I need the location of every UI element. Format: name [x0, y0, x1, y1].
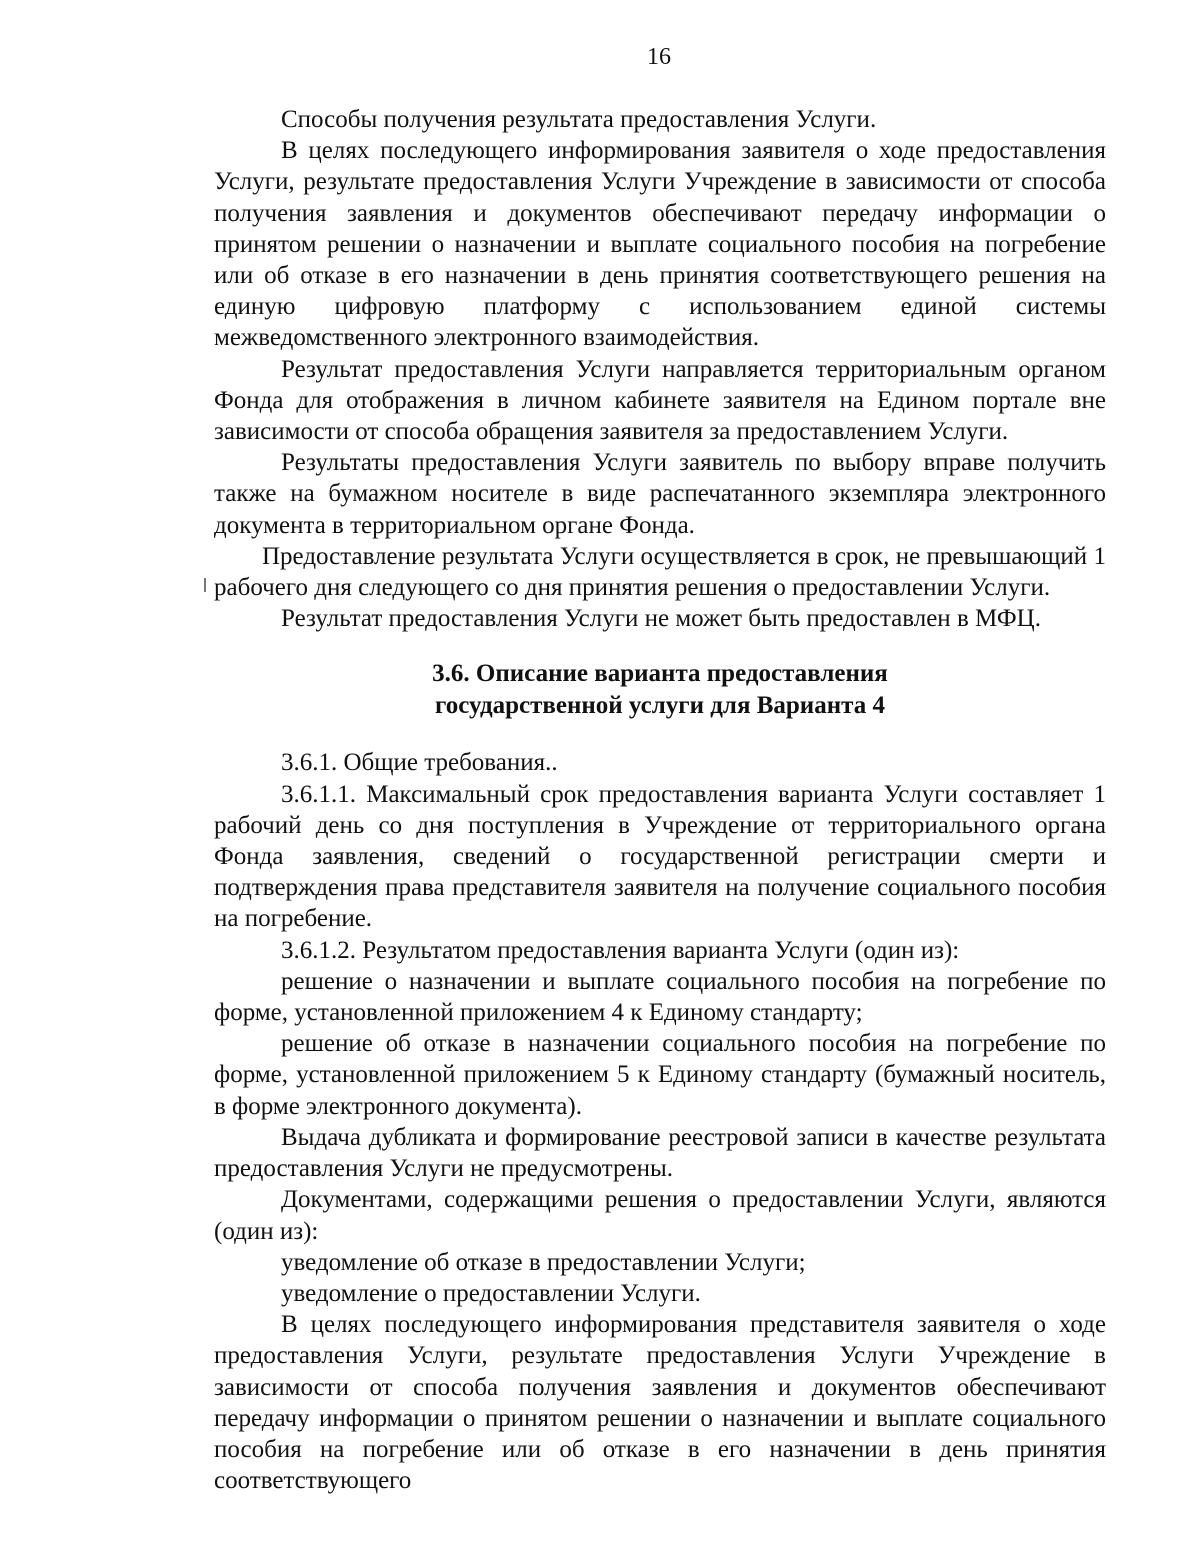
section-heading-line-1: 3.6. Описание варианта предоставления — [432, 660, 888, 688]
paragraph-representative-informing: В целях последующего информирования представителя заявителя о ходе предоставления Услуги, результате предоставления Услуги Учреждение в зависимости от способа получения заявления и документов обеспечивают передачу информации о принятом решении о назначении и выплате социального пособия на погребение или об отказе в его назначении в день принятия соответствующего — [214, 1311, 1106, 1495]
section-heading-line-2: государственной услуги для Варианта 4 — [435, 691, 885, 719]
section-heading — [214, 658, 1106, 721]
document-body — [214, 104, 1106, 1496]
paragraph-refusal-notice: уведомление об отказе в предоставлении Услуги; — [281, 1248, 806, 1276]
paragraph-refusal-decision: решение об отказе в назначении социального пособия на погребение по форме, установленной приложением 5 к Единому стандарту (бумажный носитель, в форме электронного документа). — [214, 1030, 1106, 1120]
scan-margin-mark — [204, 578, 206, 592]
paragraph-result-options: 3.6.1.2. Результатом предоставления варианта Услуги (один из): — [281, 936, 960, 964]
paragraph-maximum-term: 3.6.1.1. Максимальный срок предоставления варианта Услуги составляет 1 рабочий день со дня поступления в Учреждение от территориального органа Фонда заявления, сведений о государственной регистрации смерти и подтверждения права представителя заявителя на получение социального пособия на погребение. — [214, 780, 1106, 933]
paragraph-decision-documents: Документами, содержащими решения о предоставлении Услуги, являются (один из): — [214, 1186, 1106, 1245]
paragraph-grant-decision: решение о назначении и выплате социального пособия на погребение по форме, установленной приложением 4 к Единому стандарту; — [214, 967, 1106, 1027]
paragraph-result-deadline: Предоставление результата Услуги осуществляется в срок, не превышающий 1 рабочего дня следующего со дня принятия решения о предоставлении Услуги. — [214, 542, 1106, 602]
paragraph-applicant-informing: В целях последующего информирования заявителя о ходе предоставления Услуги, результате предоставления Услуги Учреждение в зависимости от способа получения заявления и документов обеспечивают передачу информации о принятом решении о назначении и выплате социального пособия на погребение или об отказе в его назначении в день принятия соответствующего решения на единую цифровую платформу с использованием единой системы межведомственного электронного взаимодействия. — [214, 137, 1106, 352]
paragraph-grant-notice: уведомление о предоставлении Услуги. — [281, 1279, 701, 1307]
paragraph-duplicate-not-provided: Выдача дубликата и формирование реестровой записи в качестве результата предоставления Услуги не предусмотрены. — [214, 1123, 1106, 1183]
paragraph-general-requirements: 3.6.1. Общие требования.. — [281, 749, 558, 777]
paragraph-paper-copy: Результаты предоставления Услуги заявитель по выбору вправе получить также на бумажном носителе в виде распечатанного экземпляра электронного документа в территориальном органе Фонда. — [214, 449, 1106, 539]
paragraph-result-methods: Способы получения результата предоставления Услуги. — [281, 106, 877, 133]
paragraph-portal-display: Результат предоставления Услуги направляется территориальным органом Фонда для отображения в личном кабинете заявителя на Едином портале вне зависимости от способа обращения заявителя за предоставлением Услуги. — [214, 355, 1106, 446]
paragraph-mfc-restriction: Результат предоставления Услуги не может быть предоставлен в МФЦ. — [281, 605, 1041, 633]
page-number: 16 — [647, 44, 671, 70]
